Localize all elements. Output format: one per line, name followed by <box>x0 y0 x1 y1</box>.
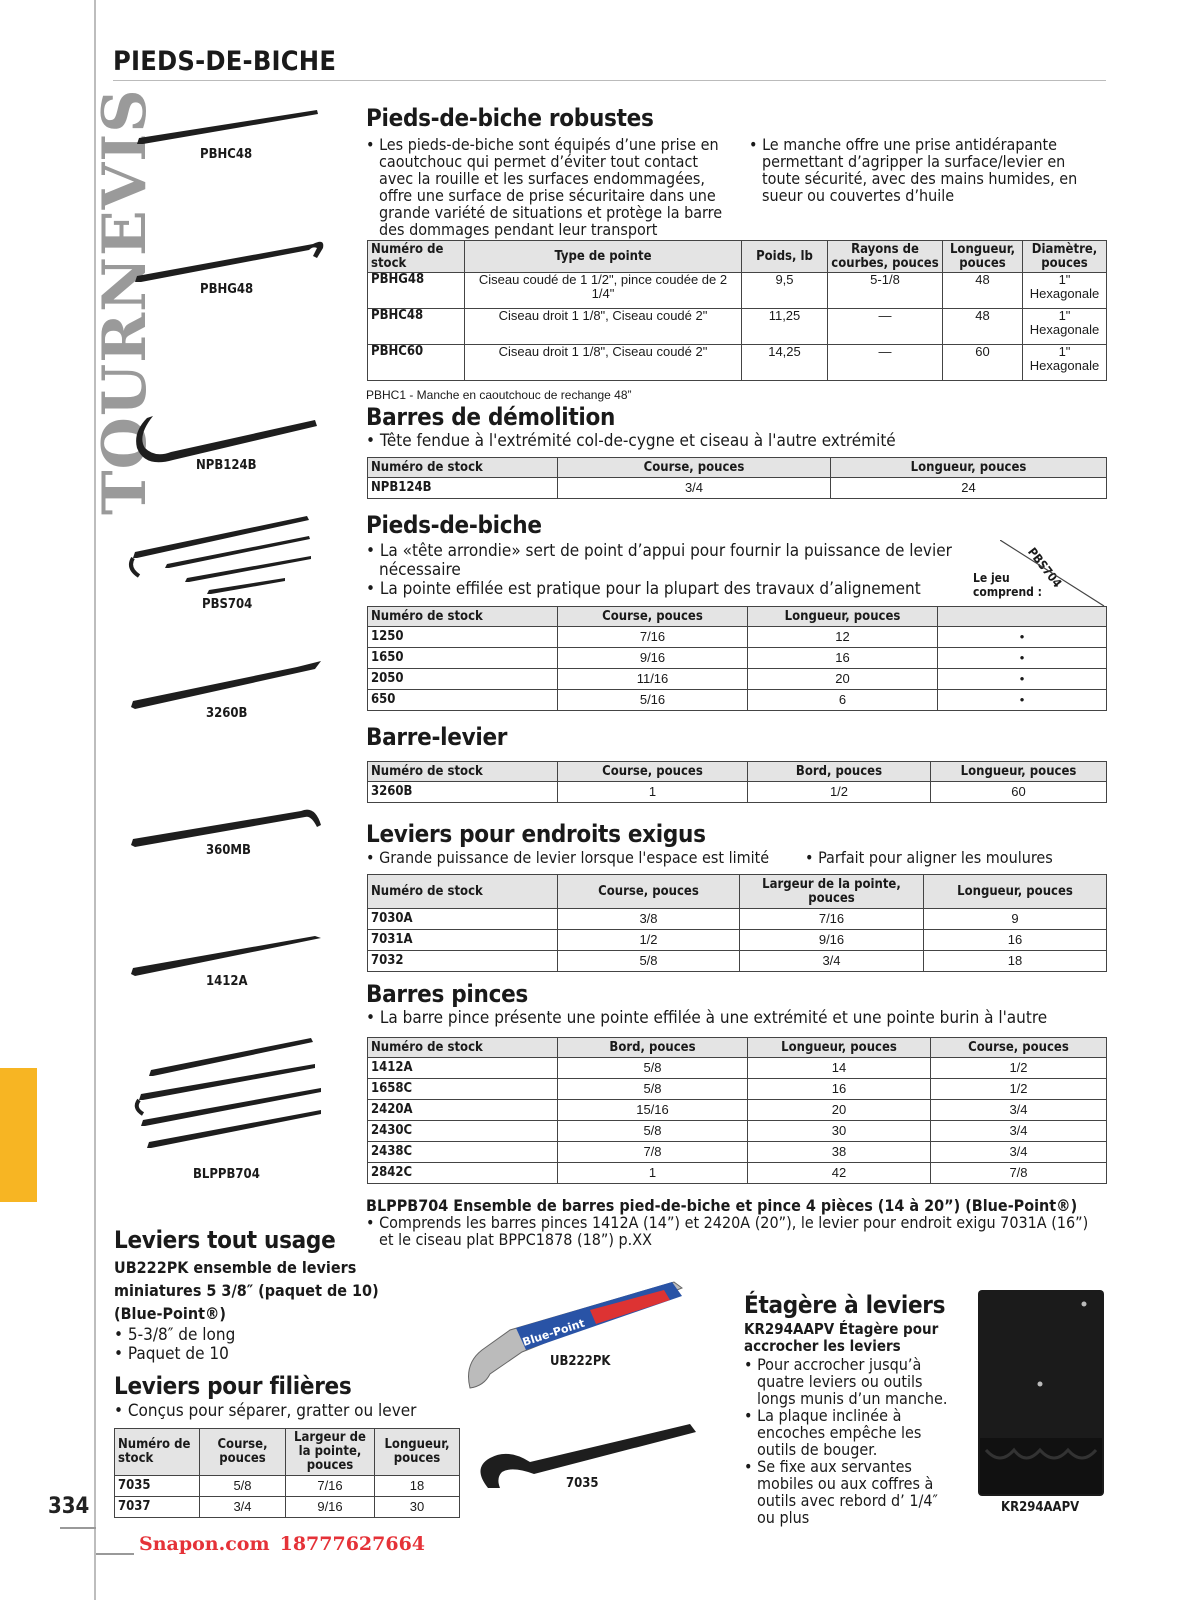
table-cell: 7/16 <box>740 909 924 930</box>
footer-rule <box>96 1553 134 1555</box>
table-row <box>368 1058 1107 1079</box>
s9-bullet-3: • Se fixe aux servantes mobiles ou aux coffres à outils avec rebord d’ 1/4″ ou plus <box>744 1457 938 1527</box>
s1-table <box>367 240 1107 381</box>
s5-header: Longueur, pouces <box>924 875 1107 909</box>
table-cell: 3/4 <box>931 1142 1107 1163</box>
table-cell: 16 <box>924 930 1107 951</box>
s7-bullet-2: • Paquet de 10 <box>114 1344 229 1364</box>
table-row <box>368 345 1107 381</box>
s5-bullet-left: • Grande puissance de levier lorsque l'espace est limité <box>366 848 770 867</box>
s6-bullet: • La barre pince présente une pointe effilée à une extrémité et une pointe burin à l'autre <box>366 1008 1048 1028</box>
ub222pk-brand-text: Blue-Point <box>520 1316 587 1349</box>
table-cell: 9/16 <box>740 930 924 951</box>
s3-table <box>367 606 1107 711</box>
table-cell: 3/4 <box>200 1497 286 1518</box>
tool-label-blppb704: BLPPB704 <box>193 1167 260 1182</box>
table-cell: 7/16 <box>558 627 748 648</box>
section-title-barres-de-demolition: Barres de démolition <box>366 403 616 431</box>
s3-header: Numéro de stock <box>368 607 558 627</box>
s8-header: Longueur, pouces <box>375 1429 460 1476</box>
table-cell: Ciseau droit 1 1/8", Ciseau coudé 2" <box>465 309 742 345</box>
table-cell: 3/4 <box>931 1121 1107 1142</box>
tool-label-1412a: 1412A <box>206 974 248 989</box>
s6-header: Longueur, pouces <box>748 1038 931 1058</box>
table-cell: — <box>828 345 943 381</box>
table-cell: 3260B <box>368 782 558 803</box>
table-cell: 1658C <box>368 1079 558 1100</box>
s7-bullets <box>114 1326 414 1364</box>
table-cell: 2430C <box>368 1121 558 1142</box>
table-cell: 14 <box>748 1058 931 1079</box>
tool-image-pbs704 <box>125 508 325 598</box>
table-cell: 5/16 <box>558 690 748 711</box>
s8-table <box>114 1428 460 1518</box>
s3-bullet-2: • La pointe effilée est pratique pour la plupart des travaux d’alignement <box>366 579 921 599</box>
table-cell: 11/16 <box>558 669 748 690</box>
table-cell: 16 <box>748 1079 931 1100</box>
table-cell: 1412A <box>368 1058 558 1079</box>
table-cell: 7/16 <box>286 1476 375 1497</box>
table-cell: 18 <box>375 1476 460 1497</box>
table-row <box>368 1079 1107 1100</box>
page-title: PIEDS-DE-BICHE <box>113 46 337 77</box>
tool-image-1412a <box>125 930 325 980</box>
table-cell: 1/2 <box>558 930 740 951</box>
table-cell: 1 <box>558 1163 748 1184</box>
tool-image-pbhg48 <box>125 232 335 287</box>
table-row <box>368 669 1107 690</box>
s4-table <box>367 761 1107 803</box>
section-title-leviers-tout-usage: Leviers tout usage <box>114 1226 336 1254</box>
s6-header: Course, pouces <box>931 1038 1107 1058</box>
table-row <box>368 930 1107 951</box>
s1-bullet-right: • Le manche offre une prise antidérapante permettant d’agripper la surface/levier en toute sécurité, avec des mains humides, en sueur ou couvertes d’huile <box>749 135 1078 205</box>
s3-kit-label: Le jeu comprend : <box>973 571 1042 599</box>
s9-subtitle: KR294AAPV Étagère pour accrocher les leviers <box>744 1320 939 1355</box>
table-cell: 1/2 <box>748 782 931 803</box>
s8-header: Course, pouces <box>200 1429 286 1476</box>
table-cell: PBHG48 <box>368 273 465 309</box>
s6-kit-title: BLPPB704 Ensemble de barres pied-de-biche et pince 4 pièces (14 à 20”) (Blue-Point®) <box>366 1196 1078 1215</box>
s2-header: Course, pouces <box>558 458 831 478</box>
s8-bullet: • Conçus pour séparer, gratter ou lever <box>114 1401 417 1421</box>
table-row <box>368 478 1107 499</box>
table-row <box>368 690 1107 711</box>
table-cell: 42 <box>748 1163 931 1184</box>
s6-table <box>367 1037 1107 1184</box>
table-cell: 18 <box>924 951 1107 972</box>
table-cell: • <box>938 627 1107 648</box>
tool-image-7035 <box>470 1418 710 1508</box>
table-cell: 1" Hexagonale <box>1023 345 1107 381</box>
section-tab-marker <box>0 1068 37 1202</box>
table-cell: 2050 <box>368 669 558 690</box>
s1-note: PBHC1 - Manche en caoutchouc de rechange 48” <box>366 388 632 402</box>
tool-label-kr294aapv: KR294AAPV <box>1001 1500 1080 1515</box>
title-rule <box>113 80 1106 81</box>
table-row <box>368 782 1107 803</box>
s3-header: Longueur, pouces <box>748 607 938 627</box>
table-cell: 5-1/8 <box>828 273 943 309</box>
s2-bullet: • Tête fendue à l'extrémité col-de-cygne et ciseau à l'autre extrémité <box>366 431 896 451</box>
table-cell: Ciseau droit 1 1/8", Ciseau coudé 2" <box>465 345 742 381</box>
table-cell: 7030A <box>368 909 558 930</box>
table-cell: 30 <box>748 1121 931 1142</box>
table-cell: 7035 <box>115 1476 200 1497</box>
s9-bullet-2: • La plaque inclinée à encoches empêche les outils de bouger. <box>744 1406 922 1459</box>
table-cell: 1650 <box>368 648 558 669</box>
table-cell: Ciseau coudé de 1 1/2", pince coudée de 2 1/4" <box>465 273 742 309</box>
table-cell: PBHC48 <box>368 309 465 345</box>
tool-label-7035: 7035 <box>566 1476 599 1491</box>
table-cell: 5/8 <box>558 1079 748 1100</box>
section-title-etagere-leviers: Étagère à leviers <box>744 1291 946 1319</box>
table-row <box>368 309 1107 345</box>
table-cell: 48 <box>943 273 1023 309</box>
table-cell: • <box>938 648 1107 669</box>
table-cell: 9 <box>924 909 1107 930</box>
table-row <box>115 1476 460 1497</box>
tool-label-360mb: 360MB <box>206 843 251 858</box>
table-cell: 24 <box>831 478 1107 499</box>
s3-header <box>938 607 1107 627</box>
table-row <box>115 1497 460 1518</box>
table-row <box>368 1142 1107 1163</box>
tool-image-pbhc48 <box>125 100 325 150</box>
section-title-leviers-endroits-exigus: Leviers pour endroits exigus <box>366 820 706 848</box>
s3-bullet-1: • La «tête arrondie» sert de point d’appui pour fournir la puissance de levier nécessaire <box>366 541 952 580</box>
s3-kit-name: PBS704 <box>1024 545 1065 591</box>
table-cell: 60 <box>931 782 1107 803</box>
s8-header: Largeur de la pointe, pouces <box>286 1429 375 1476</box>
s9-bullet-1: • Pour accrocher jusqu’à quatre leviers ou outils longs munis d’un manche. <box>744 1355 948 1408</box>
s5-bullet-right: • Parfait pour aligner les moulures <box>805 848 1053 867</box>
table-cell: 12 <box>748 627 938 648</box>
table-cell: 15/16 <box>558 1100 748 1121</box>
s5-header: Largeur de la pointe, pouces <box>740 875 924 909</box>
table-cell: 3/8 <box>558 909 740 930</box>
table-cell: 2438C <box>368 1142 558 1163</box>
s1-header: Longueur, pouces <box>943 241 1023 273</box>
table-cell: 3/4 <box>931 1100 1107 1121</box>
s2-header: Numéro de stock <box>368 458 558 478</box>
s7-bullet-1: • 5-3/8″ de long <box>114 1325 236 1345</box>
table-cell: PBHC60 <box>368 345 465 381</box>
table-cell: — <box>828 309 943 345</box>
table-cell: 2842C <box>368 1163 558 1184</box>
table-cell: 7037 <box>115 1497 200 1518</box>
tool-label-pbs704: PBS704 <box>202 597 253 612</box>
s7-subtitle: UB222PK ensemble de leviers miniatures 5 3/8″ (paquet de 10) (Blue-Point®) <box>114 1258 379 1323</box>
s6-header: Numéro de stock <box>368 1038 558 1058</box>
section-title-leviers-filieres: Leviers pour filières <box>114 1372 352 1400</box>
s6-header: Bord, pouces <box>558 1038 748 1058</box>
table-cell: 1 <box>558 782 748 803</box>
page-number: 334 <box>48 1494 90 1519</box>
table-row <box>368 627 1107 648</box>
table-cell: 7/8 <box>931 1163 1107 1184</box>
table-cell: • <box>938 669 1107 690</box>
s8-header: Numéro de stock <box>115 1429 200 1476</box>
table-row <box>368 909 1107 930</box>
table-cell: • <box>938 690 1107 711</box>
table-cell: 7031A <box>368 930 558 951</box>
footer-site[interactable]: Snapon.com <box>139 1533 270 1555</box>
s5-header: Course, pouces <box>558 875 740 909</box>
table-cell: 9/16 <box>558 648 748 669</box>
table-cell: NPB124B <box>368 478 558 499</box>
side-section-label: TOURNEVIS <box>90 88 160 515</box>
tool-label-ub222pk: UB222PK <box>550 1354 611 1369</box>
table-cell: 3/4 <box>558 478 831 499</box>
table-row <box>368 273 1107 309</box>
table-row <box>368 951 1107 972</box>
table-cell: 3/4 <box>740 951 924 972</box>
table-cell: 16 <box>748 648 938 669</box>
table-cell: 7/8 <box>558 1142 748 1163</box>
s9-bullets <box>744 1356 959 1526</box>
tool-label-pbhg48: PBHG48 <box>200 282 254 297</box>
s3-bullets <box>366 542 956 599</box>
tool-label-pbhc48: PBHC48 <box>200 147 253 162</box>
s5-table <box>367 874 1107 972</box>
table-cell: 38 <box>748 1142 931 1163</box>
section-title-pieds-de-biche: Pieds-de-biche <box>366 511 542 539</box>
tool-image-ub222pk <box>460 1268 710 1398</box>
table-cell: 1" Hexagonale <box>1023 309 1107 345</box>
s3-header: Course, pouces <box>558 607 748 627</box>
table-cell: 20 <box>748 1100 931 1121</box>
s1-header: Rayons de courbes, pouces <box>828 241 943 273</box>
s1-header: Type de pointe <box>465 241 742 273</box>
table-cell: 5/8 <box>558 1121 748 1142</box>
tool-image-kr294aapv <box>976 1288 1106 1498</box>
s6-kit-bullet: • Comprends les barres pinces 1412A (14”) et 2420A (20”), le levier pour endroit exigu 7031A (16”) et le ciseau plat BPPC1878 (18”) p.XX <box>366 1213 1089 1249</box>
s4-header: Numéro de stock <box>368 762 558 782</box>
s1-header: Poids, lb <box>742 241 828 273</box>
table-cell: 20 <box>748 669 938 690</box>
section-title-barres-pinces: Barres pinces <box>366 980 528 1008</box>
table-cell: 1250 <box>368 627 558 648</box>
s4-header: Bord, pouces <box>748 762 931 782</box>
table-cell: 14,25 <box>742 345 828 381</box>
table-cell: 6 <box>748 690 938 711</box>
table-cell: 60 <box>943 345 1023 381</box>
table-row <box>368 1163 1107 1184</box>
s2-header: Longueur, pouces <box>831 458 1107 478</box>
s3-kit-diagonal <box>1000 540 1106 608</box>
table-cell: 5/8 <box>558 951 740 972</box>
table-cell: 48 <box>943 309 1023 345</box>
s4-header: Longueur, pouces <box>931 762 1107 782</box>
s1-header: Diamètre, pouces <box>1023 241 1107 273</box>
table-cell: 9,5 <box>742 273 828 309</box>
section-title-pieds-de-biche-robustes: Pieds-de-biche robustes <box>366 104 654 132</box>
footer-phone: 18777627664 <box>279 1533 426 1555</box>
tool-label-npb124b: NPB124B <box>196 458 257 473</box>
table-cell: 1" Hexagonale <box>1023 273 1107 309</box>
s1-header: Numéro de stock <box>368 241 465 273</box>
page-number-rule <box>60 1527 96 1529</box>
s4-header: Course, pouces <box>558 762 748 782</box>
table-cell: 2420A <box>368 1100 558 1121</box>
table-cell: 1/2 <box>931 1079 1107 1100</box>
tool-label-3260b: 3260B <box>206 706 248 721</box>
table-cell: 9/16 <box>286 1497 375 1518</box>
table-row <box>368 1121 1107 1142</box>
table-cell: 5/8 <box>200 1476 286 1497</box>
table-row <box>368 1100 1107 1121</box>
s5-header: Numéro de stock <box>368 875 558 909</box>
table-cell: 5/8 <box>558 1058 748 1079</box>
section-title-barre-levier: Barre-levier <box>366 723 508 751</box>
table-cell: 1/2 <box>931 1058 1107 1079</box>
table-row <box>368 648 1107 669</box>
table-cell: 11,25 <box>742 309 828 345</box>
table-cell: 30 <box>375 1497 460 1518</box>
tool-image-blppb704 <box>125 1028 325 1148</box>
s1-bullet-left: • Les pieds-de-biche sont équipés d’une prise en caoutchouc qui permet d’éviter tout contact avec la rouille et les surfaces endommagées, offre une surface de prise sécuritaire dans une grande variété de situations et protège la barre des dommages pendant leur transport <box>366 135 723 239</box>
table-cell: 650 <box>368 690 558 711</box>
footer <box>139 1533 435 1555</box>
table-cell: 7032 <box>368 951 558 972</box>
s2-table <box>367 457 1107 499</box>
